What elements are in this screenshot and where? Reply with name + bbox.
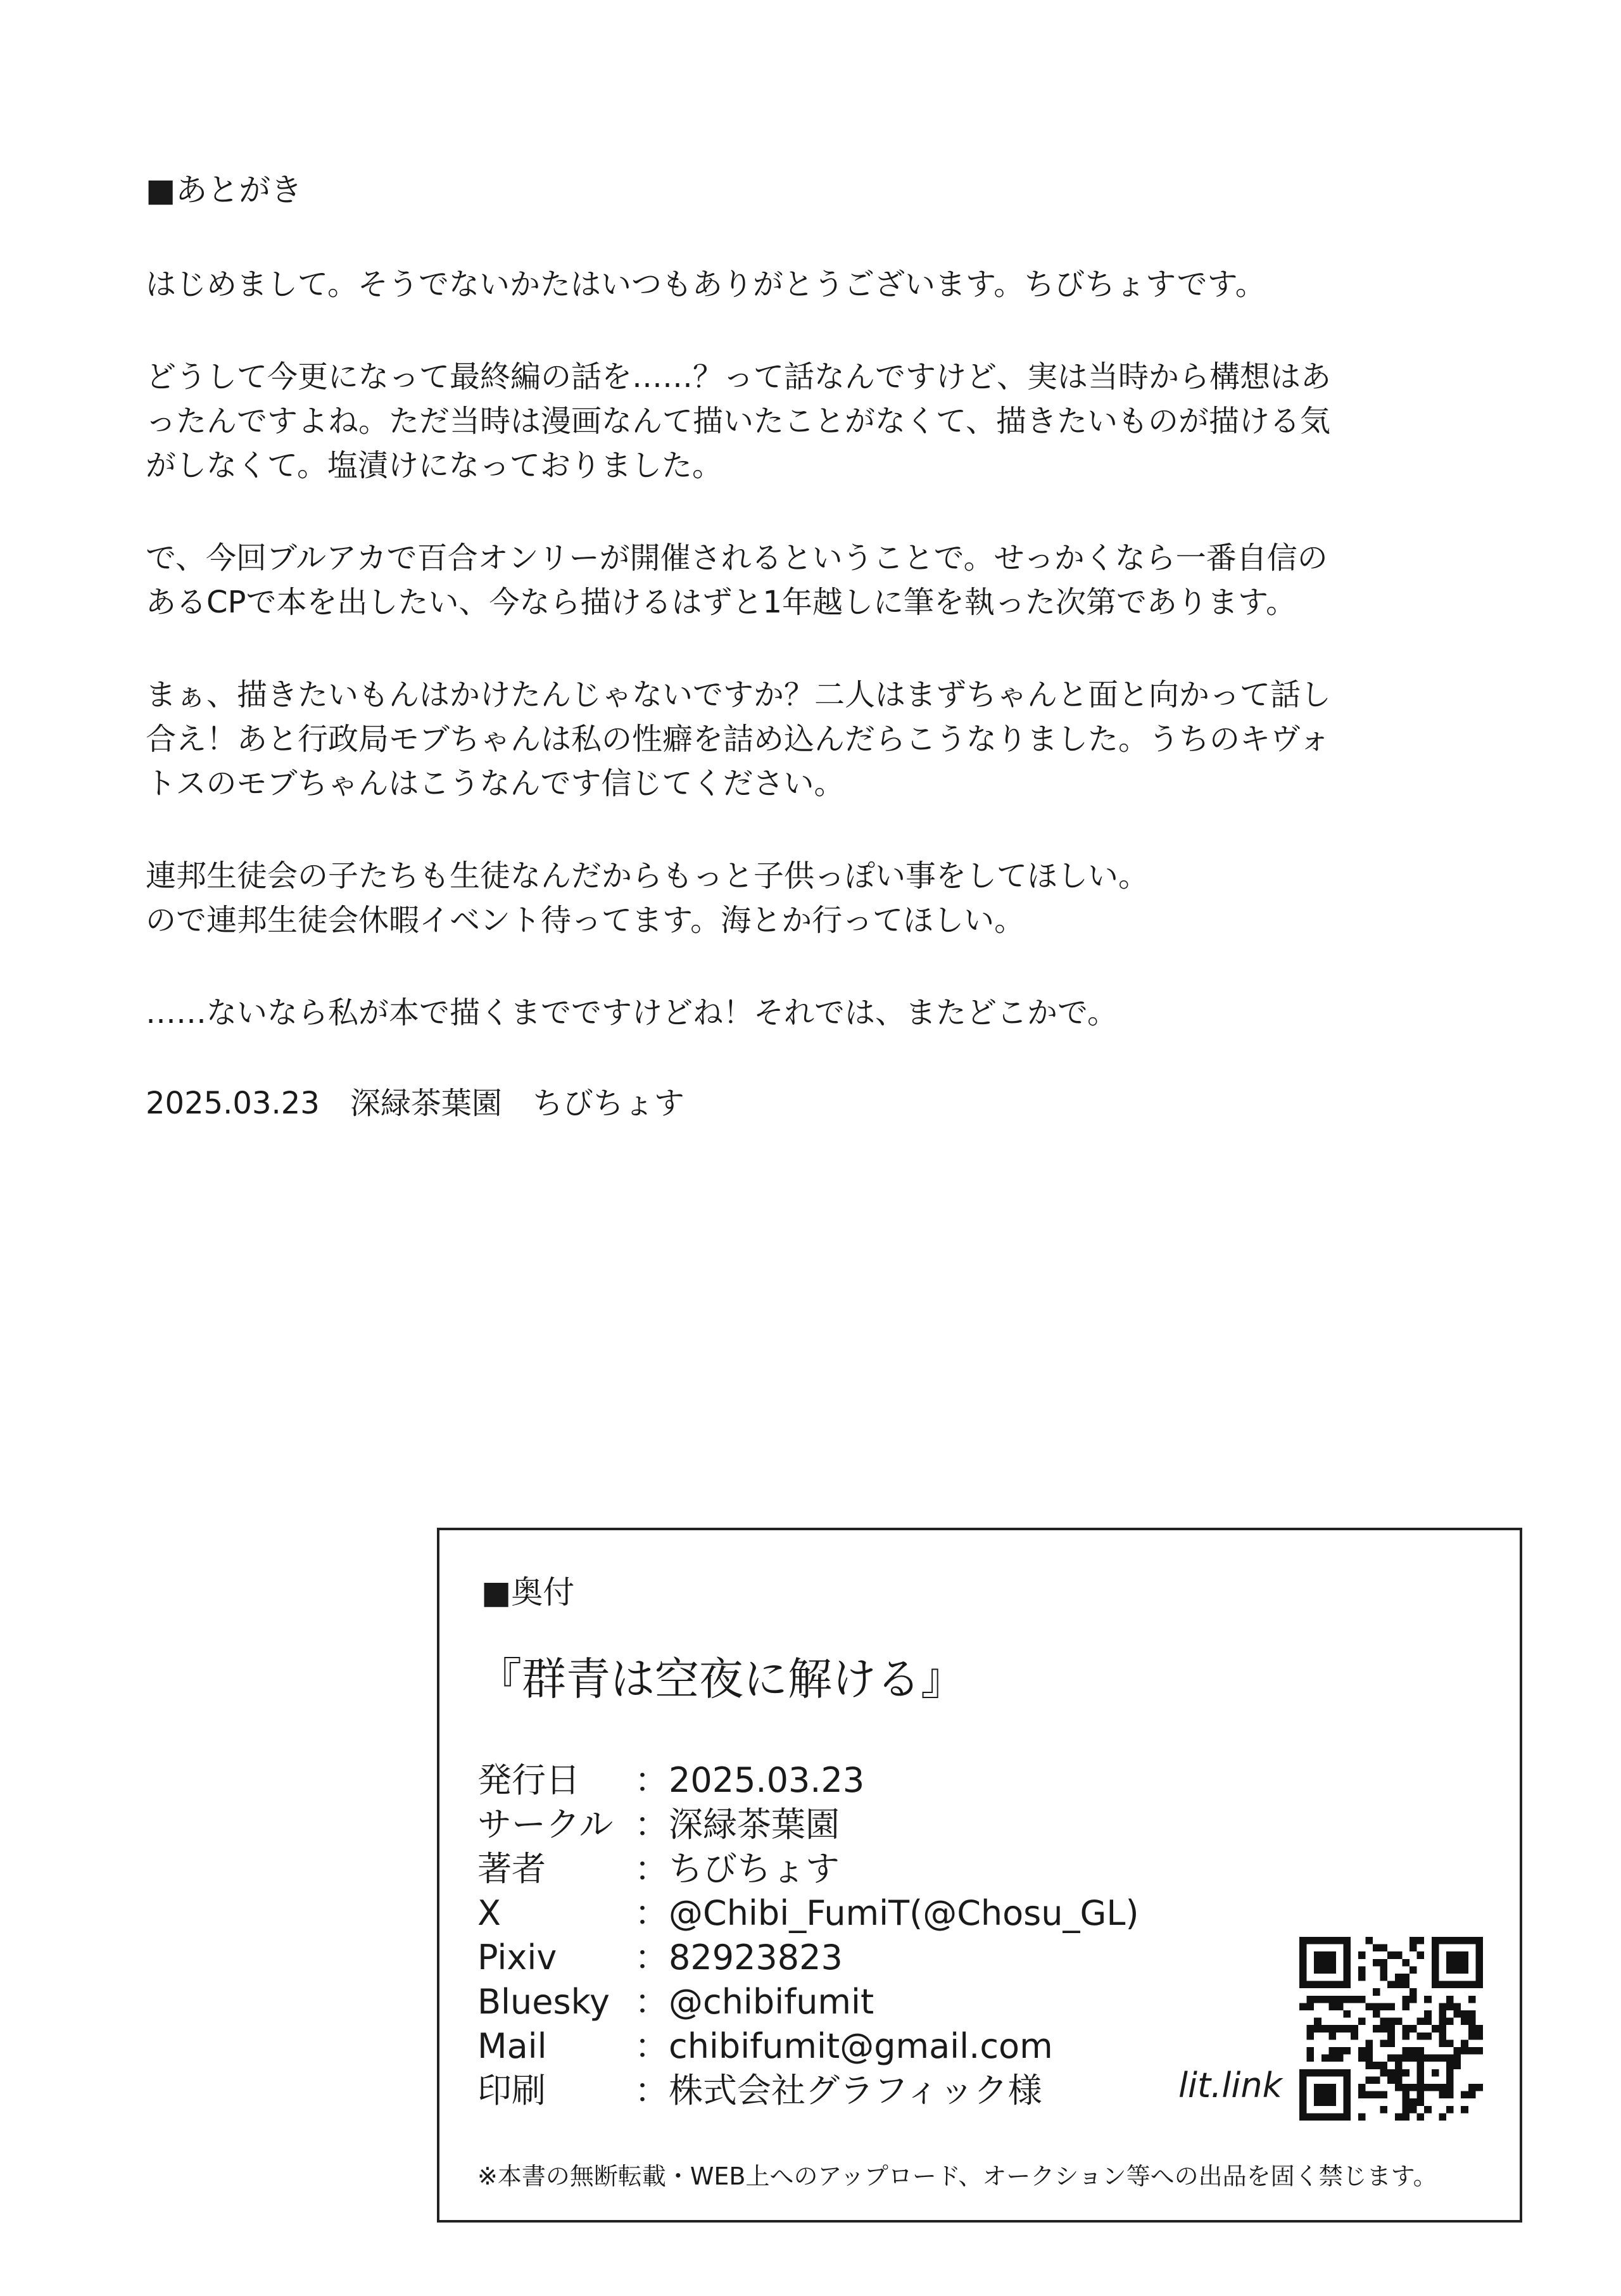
afterword-body (146, 262, 1513, 1035)
paragraph-line: はじめまして。そうでないかたはいつもありがとうございます。ちびちょすです。 (146, 267, 1266, 302)
info-label: Pixiv (477, 1938, 557, 1977)
info-value: ：82923823 (634, 1938, 843, 1977)
book-title: 『群青は空夜に解ける』 (477, 1653, 965, 1705)
afterword-section (146, 170, 1513, 1124)
afterword-paragraph (146, 854, 1513, 942)
paragraph-line: どうして今更になって最終編の話を……？って話なんですけど、実は当時から構想はあ (146, 359, 1332, 395)
paragraph-line: まぁ、描きたいもんはかけたんじゃないですか？二人はまずちゃんと面と向かって話し (146, 677, 1332, 713)
colophon-box (437, 1528, 1522, 2223)
paragraph-line: 合え！あと行政局モブちゃんは私の性癖を詰め込んだらこうなりました。うちのキヴォ (146, 721, 1330, 757)
paragraph-line: がしなくて。塩漬けになっておりました。 (146, 448, 723, 483)
info-label: サークル (477, 1804, 614, 1844)
paragraph-line: で、今回ブルアカで百合オンリーが開催されるということで。せっかくなら一番自信の (146, 540, 1328, 576)
qr-caption: lit.link (1178, 2065, 1282, 2105)
paragraph-line: ったんですよね。ただ当時は漫画なんて描いたことがなくて、描きたいものが描ける気 (146, 403, 1331, 439)
info-value: ：@chibifumit (634, 1982, 874, 2022)
info-label: Bluesky (477, 1982, 610, 2022)
info-value: ：ちびちょす (634, 1849, 840, 1889)
paragraph-line: ……ないなら私が本で描くまでですけどね！それでは、またどこかで。 (146, 995, 1118, 1031)
info-value: ：株式会社グラフィック様 (634, 2071, 1042, 2110)
colophon-heading: ■奥付 (481, 1574, 575, 1611)
paragraph-line: 連邦生徒会の子たちも生徒なんだからもっと子供っぽい事をしてほしい。 (146, 858, 1149, 894)
info-value: ：@Chibi_FumiT(@Chosu_GL) (634, 1893, 1139, 1933)
info-label: X (477, 1893, 501, 1933)
paragraph-line: ので連邦生徒会休暇イベント待ってます。海とか行ってほしい。 (146, 903, 1025, 938)
paragraph-line: あるCPで本を出したい、今なら描けるはずと1年越しに筆を執った次第であります。 (146, 585, 1297, 620)
info-label: 印刷 (477, 2071, 546, 2110)
info-value: ：chibifumit@gmail.com (634, 2026, 1053, 2066)
afterword-paragraph (146, 262, 1513, 307)
afterword-signature: 2025.03.23 深緑茶葉園 ちびちょす (146, 1086, 684, 1121)
info-label: 発行日 (477, 1760, 580, 1800)
info-value: ：深緑茶葉園 (634, 1804, 840, 1844)
afterword-paragraph (146, 673, 1513, 806)
info-value: ：2025.03.23 (634, 1760, 865, 1800)
afterword-paragraph (146, 536, 1513, 625)
afterword-paragraph (146, 991, 1513, 1035)
afterword-paragraph (146, 355, 1513, 488)
afterword-heading: ■あとがき (146, 172, 303, 208)
info-label: 著者 (477, 1849, 546, 1889)
info-label: Mail (477, 2026, 547, 2066)
copyright-notice: ※本書の無断転載・WEB上へのアップロード、オークション等への出品を固く禁じます。 (477, 2162, 1437, 2190)
paragraph-line: トスのモブちゃんはこうなんです信じてください。 (146, 766, 845, 801)
qr-code-icon (1299, 1937, 1483, 2121)
